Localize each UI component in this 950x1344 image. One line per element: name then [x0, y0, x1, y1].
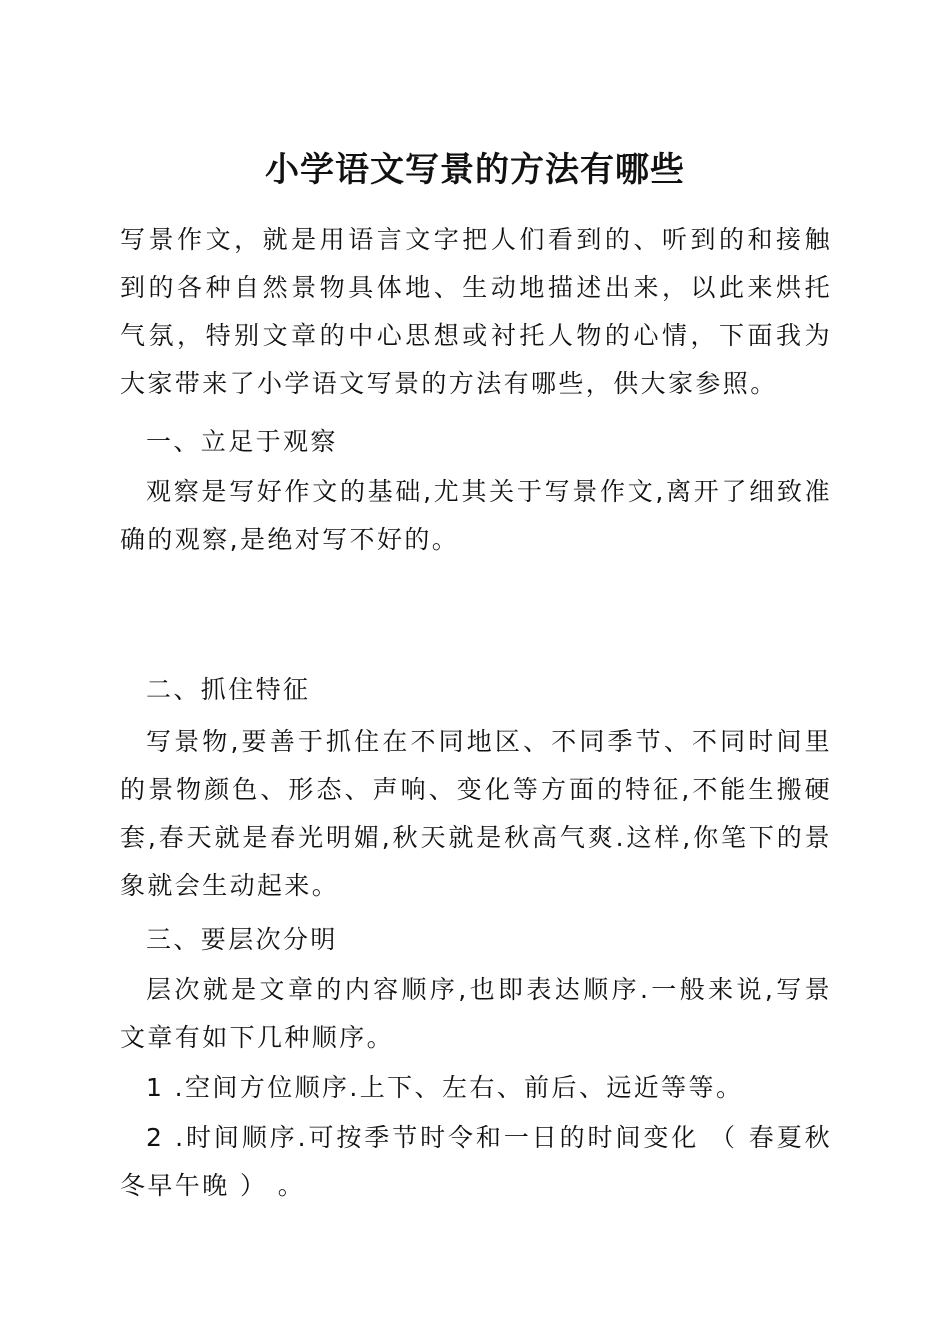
- intro-paragraph: 写景作文，就是用语言文字把人们看到的、听到的和接触到的各种自然景物具体地、生动地描述出来，以此来烘托气氛，特别文章的中心思想或衬托人物的心情，下面我为大家带来了小学语文写景的方法有哪些，供大家参照。: [120, 225, 832, 398]
- section-3-body: 层次就是文章的内容顺序,也即表达顺序.一般来说,写景文章有如下几种顺序。: [120, 975, 832, 1052]
- section-2-body: 写景物,要善于抓住在不同地区、不同季节、不同时间里的景物颜色、形态、声响、变化等方面的特征,不能生搬硬套,春天就是春光明媚,秋天就是秋高气爽.这样,你笔下的景象就会生动起来。: [120, 727, 832, 900]
- section-3-item-2: 2 .时间顺序.可按季节时令和一日的时间变化 （ 春夏秋冬早午晚 ） 。: [120, 1123, 832, 1200]
- section-1-body: 观察是写好作文的基础,尤其关于写景作文,离开了细致准确的观察,是绝对写不好的。: [120, 477, 832, 554]
- section-2-heading: 二、抓住特征: [146, 675, 311, 704]
- section-3-item-1: 1 .空间方位顺序.上下、左右、前后、远近等等。: [146, 1073, 744, 1102]
- document-title: 小学语文写景的方法有哪些: [265, 150, 685, 190]
- section-1-heading: 一、立足于观察: [146, 427, 338, 456]
- section-3-heading: 三、要层次分明: [146, 925, 338, 954]
